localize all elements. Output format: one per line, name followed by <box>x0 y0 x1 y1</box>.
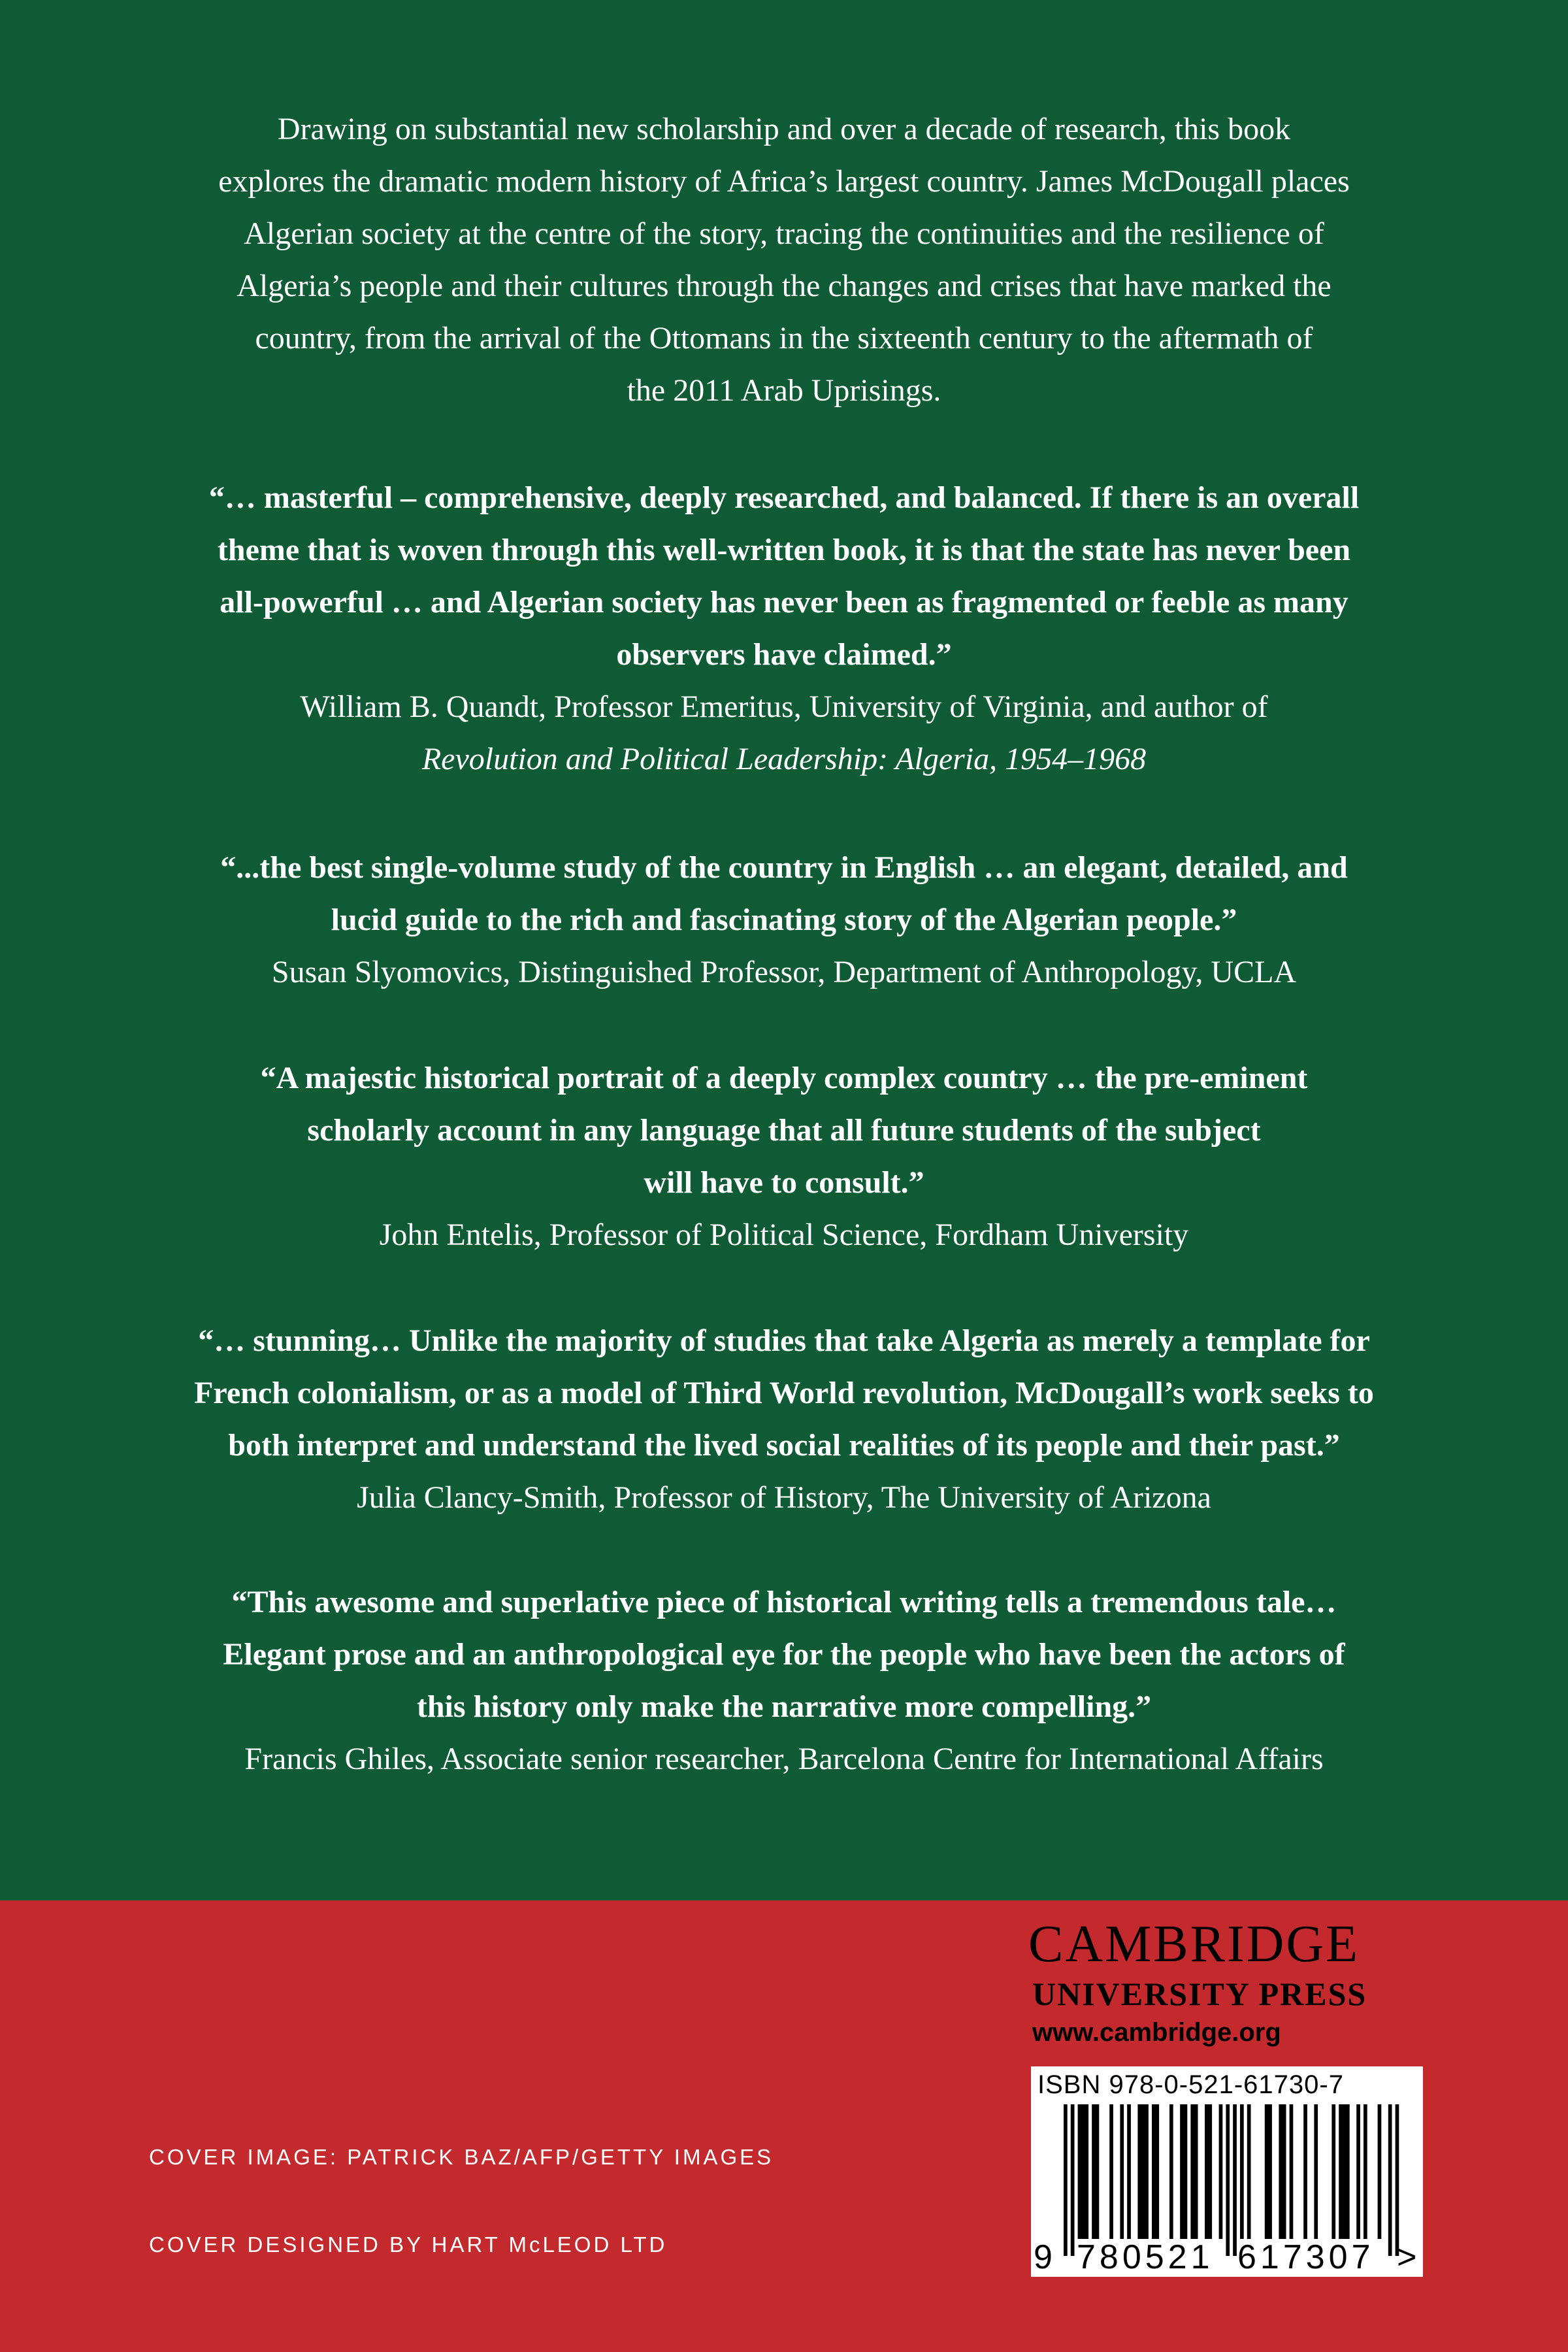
quote-line: all-powerful … and Algerian society has never been as fragmented or feeble as many <box>220 585 1348 620</box>
barcode-bar <box>1145 2104 1149 2239</box>
quote-attribution: Susan Slyomovics, Distinguished Professor, Department of Anthropology, UCLA <box>271 955 1297 989</box>
barcode-bar <box>1180 2104 1184 2239</box>
barcode-bar <box>1208 2104 1212 2239</box>
barcode-guard-bar <box>1064 2104 1068 2256</box>
barcode-bar <box>1120 2104 1124 2239</box>
publisher-name: CAMBRIDGE <box>1028 1915 1360 1973</box>
isbn-label: ISBN 978-0-521-61730-7 <box>1037 2070 1344 2099</box>
barcode-end-mark: > <box>1397 2238 1421 2276</box>
barcode-lead-digit: 9 <box>1034 2238 1056 2276</box>
quote-attribution: Francis Ghiles, Associate senior researcher, Barcelona Centre for International Affairs <box>244 1742 1324 1776</box>
barcode-bar <box>1219 2104 1223 2239</box>
quote-line: “This awesome and superlative piece of historical writing tells a tremendous tale… <box>231 1585 1337 1619</box>
barcode-bar <box>1127 2104 1131 2239</box>
barcode-guard-bar <box>1071 2104 1075 2256</box>
barcode-guard-bar <box>1233 2104 1237 2256</box>
barcode-bar <box>1378 2104 1382 2239</box>
barcode-bar <box>1184 2104 1188 2239</box>
barcode-bar <box>1152 2104 1156 2239</box>
barcode-bar <box>1346 2104 1350 2239</box>
book-description <box>118 103 1450 417</box>
cover-design-credit: COVER DESIGNED BY HART McLEOD LTD <box>149 2232 668 2257</box>
description-line: Algeria’s people and their cultures through the changes and crises that have marked the <box>237 269 1331 303</box>
barcode-bar <box>1109 2104 1113 2239</box>
barcode-bar <box>1190 2104 1194 2239</box>
quote-line: “… masterful – comprehensive, deeply researched, and balanced. If there is an overall <box>208 480 1360 515</box>
barcode-bar <box>1265 2104 1269 2239</box>
description-line: Algerian society at the centre of the story, tracing the continuities and the resilience of <box>244 216 1324 251</box>
barcode-bar <box>1282 2104 1286 2239</box>
barcode-bar <box>1085 2104 1088 2239</box>
barcode-left-group: 780521 <box>1077 2238 1214 2276</box>
barcode-bar <box>1169 2104 1173 2239</box>
barcode-bar <box>1096 2104 1100 2239</box>
quote-work-title: Revolution and Political Leadership: Algeria, 1954–1968 <box>421 742 1147 776</box>
description-line: country, from the arrival of the Ottomans in the sixteenth century to the aftermath of <box>255 321 1313 356</box>
barcode-bar <box>1314 2104 1318 2239</box>
barcode-digits <box>1031 2239 1423 2276</box>
cover-image-credit: COVER IMAGE: PATRICK BAZ/AFP/GETTY IMAGES <box>149 2145 774 2169</box>
review-quote-clancy-smith <box>98 1315 1470 1524</box>
quote-line: Elegant prose and an anthropological eye for the people who have been the actors of <box>223 1637 1345 1672</box>
quote-line: will have to consult.” <box>644 1165 924 1200</box>
barcode-bar <box>1268 2104 1272 2239</box>
quote-line: scholarly account in any language that all future students of the subject <box>307 1113 1261 1148</box>
quote-line: both interpret and understand the lived social realities of its people and their past.” <box>228 1428 1340 1463</box>
barcode-bar <box>1078 2104 1082 2239</box>
description-line: the 2011 Arab Uprisings. <box>627 373 941 408</box>
barcode-bar <box>1364 2104 1367 2239</box>
quote-line: “A majestic historical portrait of a deeply complex country … the pre-eminent <box>260 1061 1308 1095</box>
quote-line: lucid guide to the rich and fascinating story of the Algerian people.” <box>331 903 1237 937</box>
quote-line: “… stunning… Unlike the majority of studies that take Algeria as merely a template for <box>198 1323 1370 1358</box>
description-line: explores the dramatic modern history of Africa’s largest country. James McDougall places <box>218 164 1350 199</box>
barcode-bar <box>1141 2104 1145 2239</box>
review-quote-entelis <box>98 1052 1470 1261</box>
publisher-website: www.cambridge.org <box>1032 2018 1281 2047</box>
barcode-guard-bar <box>1226 2104 1230 2256</box>
barcode-right-group: 617307 <box>1237 2238 1375 2276</box>
publisher-subname: UNIVERSITY PRESS <box>1032 1976 1367 2012</box>
quote-line: this history only make the narrative more compelling.” <box>416 1689 1152 1724</box>
barcode-bar <box>1331 2104 1335 2239</box>
barcode-bar <box>1205 2104 1209 2239</box>
barcode-bar <box>1343 2104 1347 2239</box>
barcode-bar <box>1247 2104 1251 2239</box>
quote-line: “...the best single-volume study of the country in English … an elegant, detailed, and <box>220 850 1348 885</box>
barcode-guard-bar <box>1388 2104 1392 2256</box>
isbn-barcode <box>1031 2066 1423 2277</box>
barcode-bar <box>1290 2104 1294 2239</box>
quote-line: observers have claimed.” <box>616 637 952 672</box>
description-line: Drawing on substantial new scholarship and over a decade of research, this book <box>277 112 1291 146</box>
review-quote-slyomovics <box>98 842 1470 999</box>
publisher-logo <box>1028 1915 1446 2051</box>
barcode-bar <box>1081 2104 1085 2239</box>
quote-attribution: Julia Clancy-Smith, Professor of History, The University of Arizona <box>357 1480 1211 1515</box>
barcode-bar <box>1339 2104 1343 2239</box>
barcode-bar <box>1240 2104 1244 2239</box>
review-quote-quandt <box>98 472 1470 786</box>
quote-attribution: John Entelis, Professor of Political Science, Fordham University <box>379 1217 1189 1252</box>
quote-line: French colonialism, or as a model of Third World revolution, McDougall’s work seeks to <box>194 1376 1374 1410</box>
barcode-bar <box>1092 2104 1096 2239</box>
review-quote-ghiles <box>98 1576 1470 1785</box>
barcode-bar <box>1137 2104 1141 2239</box>
barcode-bar <box>1356 2104 1360 2239</box>
quote-line: theme that is woven through this well-written book, it is that the state has never been <box>217 533 1351 567</box>
barcode-bar <box>1279 2104 1282 2239</box>
barcode-guard-bar <box>1396 2104 1399 2256</box>
barcode-bar <box>1155 2104 1159 2239</box>
quote-attribution: William B. Quandt, Professor Emeritus, University of Virginia, and author of <box>300 689 1268 724</box>
barcode-bar <box>1194 2104 1198 2239</box>
barcode-bar <box>1303 2104 1307 2239</box>
